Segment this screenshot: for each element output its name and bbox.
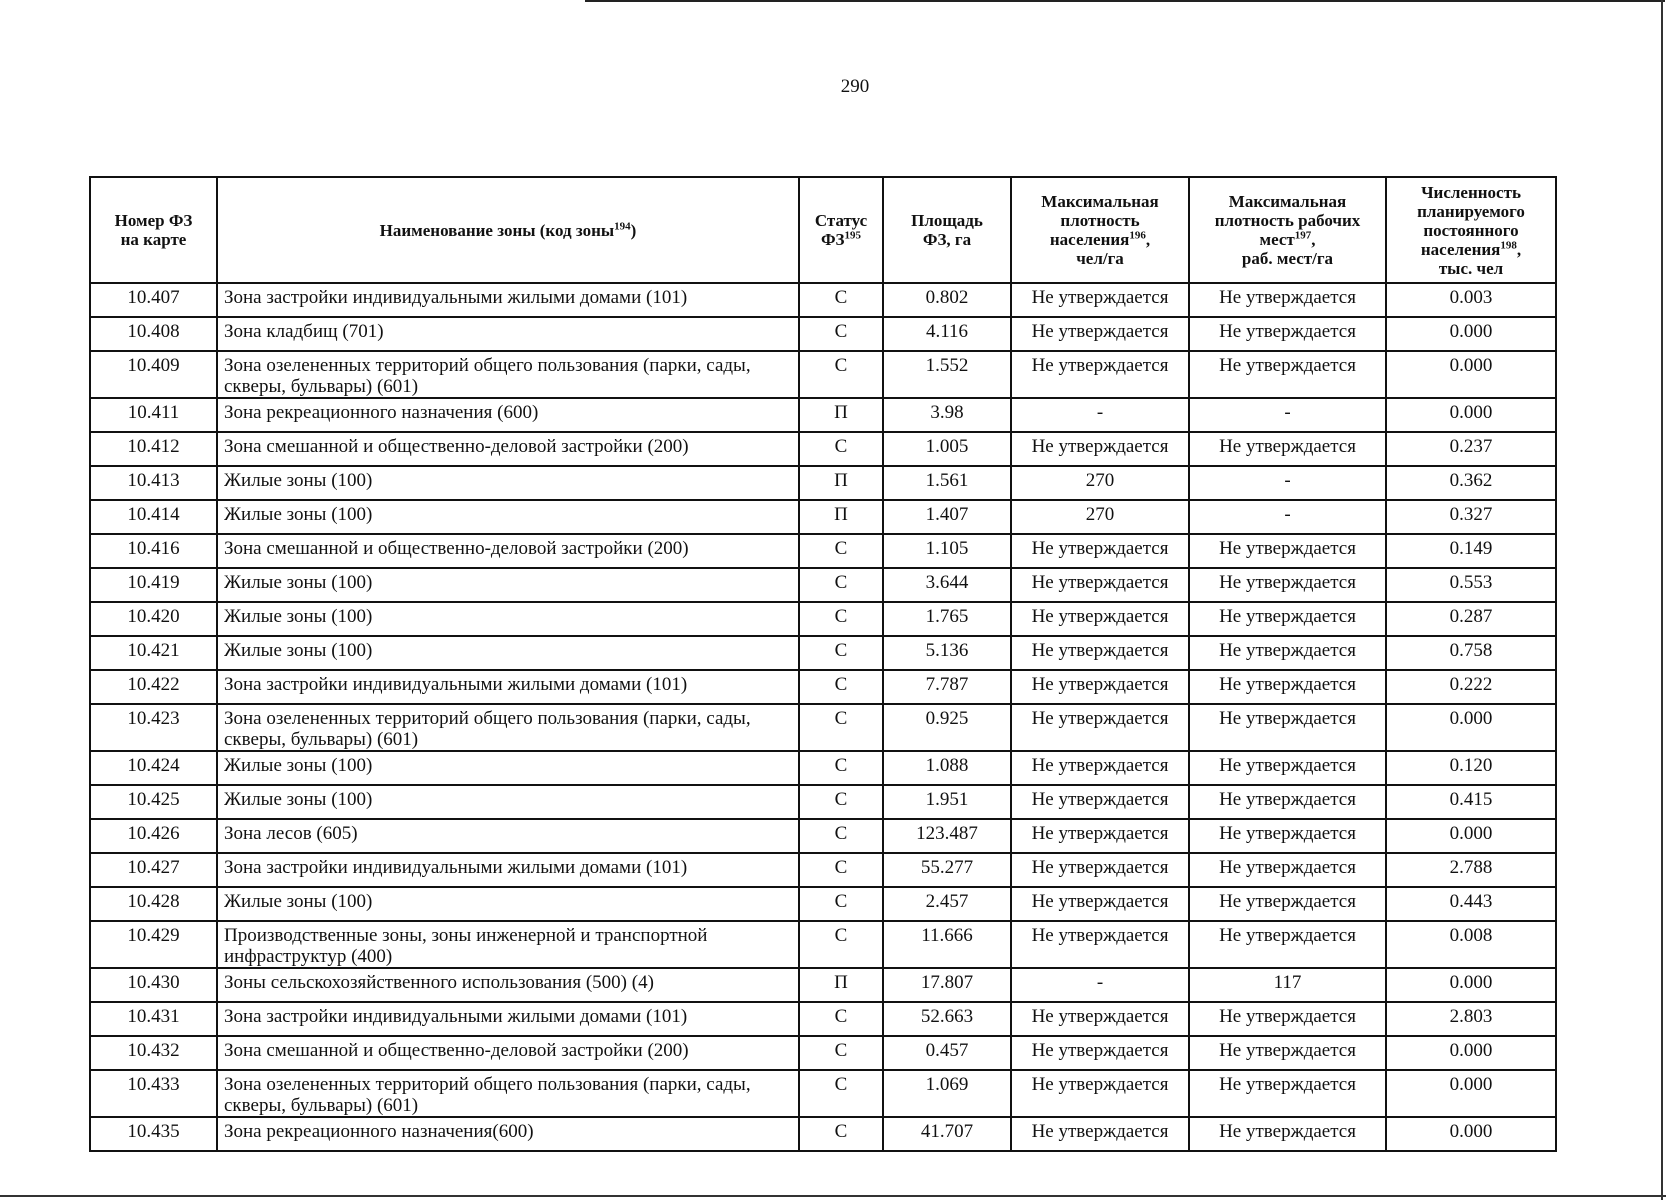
table-row xyxy=(90,704,1556,751)
cell-population: 0.000 xyxy=(1386,819,1556,853)
cell-job-density: Не утверждается xyxy=(1189,636,1386,670)
cell-zone-name: Жилые зоны (100) xyxy=(217,568,799,602)
table-row xyxy=(90,398,1556,432)
cell-status: С xyxy=(799,432,883,466)
cell-pop-density: 270 xyxy=(1011,500,1189,534)
table-row xyxy=(90,568,1556,602)
cell-population: 0.443 xyxy=(1386,887,1556,921)
cell-job-density: Не утверждается xyxy=(1189,819,1386,853)
cell-population: 0.000 xyxy=(1386,1117,1556,1151)
cell-number: 10.416 xyxy=(90,534,217,568)
cell-number: 10.420 xyxy=(90,602,217,636)
table-row xyxy=(90,887,1556,921)
cell-pop-density: Не утверждается xyxy=(1011,1002,1189,1036)
table-body xyxy=(90,283,1556,1151)
cell-status: С xyxy=(799,785,883,819)
cell-area: 1.105 xyxy=(883,534,1011,568)
cell-pop-density: - xyxy=(1011,968,1189,1002)
cell-number: 10.411 xyxy=(90,398,217,432)
cell-number: 10.433 xyxy=(90,1070,217,1117)
table-row xyxy=(90,785,1556,819)
cell-pop-density: Не утверждается xyxy=(1011,704,1189,751)
header-pop-density-unit: чел/га xyxy=(1076,249,1124,268)
cell-area: 3.98 xyxy=(883,398,1011,432)
cell-population: 2.803 xyxy=(1386,1002,1556,1036)
cell-population: 0.000 xyxy=(1386,317,1556,351)
cell-status: С xyxy=(799,819,883,853)
cell-zone-name: Зона застройки индивидуальными жилыми домами (101) xyxy=(217,1002,799,1036)
header-population-line2: планируемого xyxy=(1417,201,1525,221)
cell-status: С xyxy=(799,1002,883,1036)
cell-status: С xyxy=(799,534,883,568)
cell-status: С xyxy=(799,751,883,785)
cell-area: 1.951 xyxy=(883,785,1011,819)
zones-table xyxy=(89,176,1557,1152)
cell-job-density: Не утверждается xyxy=(1189,568,1386,602)
cell-number: 10.426 xyxy=(90,819,217,853)
header-area xyxy=(883,177,1011,283)
table-row xyxy=(90,968,1556,1002)
cell-zone-name: Зона застройки индивидуальными жилыми домами (101) xyxy=(217,283,799,317)
cell-pop-density: Не утверждается xyxy=(1011,670,1189,704)
table-row xyxy=(90,534,1556,568)
cell-number: 10.430 xyxy=(90,968,217,1002)
cell-status: П xyxy=(799,398,883,432)
header-population-footnote: 198 xyxy=(1500,238,1517,251)
header-status-footnote: 195 xyxy=(844,229,862,242)
cell-number: 10.427 xyxy=(90,853,217,887)
table-row xyxy=(90,1002,1556,1036)
cell-number: 10.419 xyxy=(90,568,217,602)
header-population-line3: постоянного xyxy=(1423,220,1519,240)
header-number xyxy=(90,177,217,283)
header-population-line1: Численность xyxy=(1421,182,1521,202)
cell-zone-name: Жилые зоны (100) xyxy=(217,602,799,636)
cell-status: С xyxy=(799,351,883,398)
cell-zone-name: Зона озелененных территорий общего пользования (парки, сады, скверы, бульвары) (601) xyxy=(217,1070,799,1117)
cell-pop-density: Не утверждается xyxy=(1011,921,1189,968)
header-number-line2: на карте xyxy=(120,230,187,249)
cell-zone-name: Жилые зоны (100) xyxy=(217,466,799,500)
cell-population: 2.788 xyxy=(1386,853,1556,887)
cell-pop-density: Не утверждается xyxy=(1011,283,1189,317)
cell-status: С xyxy=(799,283,883,317)
cell-zone-name: Жилые зоны (100) xyxy=(217,500,799,534)
cell-area: 2.457 xyxy=(883,887,1011,921)
cell-zone-name: Зона застройки индивидуальными жилыми домами (101) xyxy=(217,670,799,704)
cell-job-density: Не утверждается xyxy=(1189,751,1386,785)
table-row xyxy=(90,466,1556,500)
cell-number: 10.432 xyxy=(90,1036,217,1070)
cell-area: 1.552 xyxy=(883,351,1011,398)
cell-job-density: Не утверждается xyxy=(1189,283,1386,317)
table-row xyxy=(90,1036,1556,1070)
header-number-line1: Номер ФЗ xyxy=(114,211,193,230)
cell-zone-name: Зона озелененных территорий общего пользования (парки, сады, скверы, бульвары) (601) xyxy=(217,704,799,751)
header-name-close: ) xyxy=(630,220,637,240)
cell-pop-density: - xyxy=(1011,398,1189,432)
cell-status: С xyxy=(799,853,883,887)
cell-pop-density: Не утверждается xyxy=(1011,751,1189,785)
cell-number: 10.422 xyxy=(90,670,217,704)
cell-population: 0.287 xyxy=(1386,602,1556,636)
cell-zone-name: Зона застройки индивидуальными жилыми домами (101) xyxy=(217,853,799,887)
header-job-density xyxy=(1189,177,1386,283)
header-area-line1: Площадь xyxy=(911,211,983,230)
header-job-density-unit: раб. мест/га xyxy=(1241,249,1334,268)
header-pop-density-line3: населения xyxy=(1049,230,1130,249)
header-population-unit: тыс. чел xyxy=(1438,258,1504,278)
cell-number: 10.423 xyxy=(90,704,217,751)
cell-job-density: - xyxy=(1189,466,1386,500)
cell-population: 0.000 xyxy=(1386,704,1556,751)
cell-population: 0.327 xyxy=(1386,500,1556,534)
cell-number: 10.429 xyxy=(90,921,217,968)
cell-pop-density: Не утверждается xyxy=(1011,351,1189,398)
cell-pop-density: Не утверждается xyxy=(1011,1117,1189,1151)
table-header-row xyxy=(90,177,1556,283)
header-job-density-line3: мест xyxy=(1259,230,1295,249)
header-status-line2: ФЗ xyxy=(820,230,845,249)
cell-status: С xyxy=(799,670,883,704)
cell-population: 0.000 xyxy=(1386,1070,1556,1117)
header-name-text: Наименование зоны (код зоны xyxy=(379,220,615,240)
cell-pop-density: Не утверждается xyxy=(1011,1036,1189,1070)
cell-area: 1.069 xyxy=(883,1070,1011,1117)
header-pop-density-line1: Максимальная xyxy=(1041,192,1159,211)
cell-zone-name: Зона лесов (605) xyxy=(217,819,799,853)
cell-area: 1.088 xyxy=(883,751,1011,785)
table-row xyxy=(90,1117,1556,1151)
cell-zone-name: Жилые зоны (100) xyxy=(217,785,799,819)
header-status-line1: Статус xyxy=(814,211,868,230)
cell-population: 0.008 xyxy=(1386,921,1556,968)
cell-status: С xyxy=(799,1036,883,1070)
cell-pop-density: Не утверждается xyxy=(1011,568,1189,602)
cell-number: 10.421 xyxy=(90,636,217,670)
cell-zone-name: Жилые зоны (100) xyxy=(217,636,799,670)
cell-population: 0.222 xyxy=(1386,670,1556,704)
cell-zone-name: Зона кладбищ (701) xyxy=(217,317,799,351)
cell-job-density: Не утверждается xyxy=(1189,670,1386,704)
cell-area: 0.925 xyxy=(883,704,1011,751)
cell-zone-name: Зона рекреационного назначения (600) xyxy=(217,398,799,432)
cell-job-density: Не утверждается xyxy=(1189,351,1386,398)
cell-status: П xyxy=(799,968,883,1002)
cell-zone-name: Производственные зоны, зоны инженерной и транспортной инфраструктур (400) xyxy=(217,921,799,968)
table-row xyxy=(90,351,1556,398)
cell-area: 41.707 xyxy=(883,1117,1011,1151)
cell-status: С xyxy=(799,921,883,968)
cell-job-density: Не утверждается xyxy=(1189,534,1386,568)
cell-area: 3.644 xyxy=(883,568,1011,602)
page-number: 290 xyxy=(840,76,870,97)
scan-edge-bottom xyxy=(0,1195,1666,1197)
cell-area: 11.666 xyxy=(883,921,1011,968)
cell-population: 0.237 xyxy=(1386,432,1556,466)
cell-population: 0.553 xyxy=(1386,568,1556,602)
header-area-line2: ФЗ, га xyxy=(922,230,972,249)
cell-job-density: Не утверждается xyxy=(1189,921,1386,968)
cell-pop-density: Не утверждается xyxy=(1011,785,1189,819)
cell-pop-density: Не утверждается xyxy=(1011,819,1189,853)
cell-population: 0.000 xyxy=(1386,351,1556,398)
cell-population: 0.149 xyxy=(1386,534,1556,568)
cell-zone-name: Зона озелененных территорий общего пользования (парки, сады, скверы, бульвары) (601) xyxy=(217,351,799,398)
table-row xyxy=(90,283,1556,317)
cell-job-density: 117 xyxy=(1189,968,1386,1002)
cell-population: 0.120 xyxy=(1386,751,1556,785)
cell-number: 10.424 xyxy=(90,751,217,785)
cell-zone-name: Зона смешанной и общественно-деловой застройки (200) xyxy=(217,534,799,568)
header-name-footnote: 194 xyxy=(614,219,631,232)
cell-status: П xyxy=(799,466,883,500)
header-name xyxy=(217,177,799,283)
cell-population: 0.000 xyxy=(1386,968,1556,1002)
table-row xyxy=(90,921,1556,968)
header-job-density-footnote: 197 xyxy=(1294,229,1312,242)
table-row xyxy=(90,432,1556,466)
cell-number: 10.435 xyxy=(90,1117,217,1151)
cell-number: 10.412 xyxy=(90,432,217,466)
cell-area: 123.487 xyxy=(883,819,1011,853)
cell-area: 4.116 xyxy=(883,317,1011,351)
cell-pop-density: Не утверждается xyxy=(1011,317,1189,351)
cell-job-density: Не утверждается xyxy=(1189,602,1386,636)
table-row xyxy=(90,636,1556,670)
header-status xyxy=(799,177,883,283)
cell-job-density: Не утверждается xyxy=(1189,887,1386,921)
scan-edge-top xyxy=(585,0,1665,2)
cell-pop-density: Не утверждается xyxy=(1011,602,1189,636)
cell-zone-name: Жилые зоны (100) xyxy=(217,887,799,921)
cell-job-density: Не утверждается xyxy=(1189,1070,1386,1117)
cell-job-density: Не утверждается xyxy=(1189,317,1386,351)
cell-area: 0.802 xyxy=(883,283,1011,317)
cell-job-density: Не утверждается xyxy=(1189,704,1386,751)
table-row xyxy=(90,602,1556,636)
cell-pop-density: Не утверждается xyxy=(1011,853,1189,887)
cell-number: 10.428 xyxy=(90,887,217,921)
cell-status: С xyxy=(799,636,883,670)
cell-number: 10.408 xyxy=(90,317,217,351)
header-population-line4: населения xyxy=(1420,239,1501,259)
header-job-density-comma: , xyxy=(1311,230,1316,249)
cell-pop-density: Не утверждается xyxy=(1011,432,1189,466)
cell-status: С xyxy=(799,1117,883,1151)
header-pop-density xyxy=(1011,177,1189,283)
cell-area: 55.277 xyxy=(883,853,1011,887)
cell-status: С xyxy=(799,704,883,751)
cell-number: 10.413 xyxy=(90,466,217,500)
cell-pop-density: 270 xyxy=(1011,466,1189,500)
cell-job-density: - xyxy=(1189,398,1386,432)
cell-number: 10.409 xyxy=(90,351,217,398)
cell-population: 0.000 xyxy=(1386,1036,1556,1070)
table-row xyxy=(90,670,1556,704)
scan-edge-right xyxy=(1661,0,1663,1200)
header-population xyxy=(1386,177,1556,283)
cell-number: 10.431 xyxy=(90,1002,217,1036)
cell-status: С xyxy=(799,602,883,636)
cell-area: 52.663 xyxy=(883,1002,1011,1036)
table-row xyxy=(90,853,1556,887)
cell-population: 0.000 xyxy=(1386,398,1556,432)
cell-number: 10.425 xyxy=(90,785,217,819)
cell-zone-name: Жилые зоны (100) xyxy=(217,751,799,785)
cell-job-density: - xyxy=(1189,500,1386,534)
cell-zone-name: Зоны сельскохозяйственного использования (500) (4) xyxy=(217,968,799,1002)
cell-population: 0.758 xyxy=(1386,636,1556,670)
cell-zone-name: Зона смешанной и общественно-деловой застройки (200) xyxy=(217,432,799,466)
cell-population: 0.362 xyxy=(1386,466,1556,500)
cell-area: 1.407 xyxy=(883,500,1011,534)
cell-area: 1.561 xyxy=(883,466,1011,500)
cell-job-density: Не утверждается xyxy=(1189,785,1386,819)
header-pop-density-comma: , xyxy=(1145,230,1151,249)
cell-job-density: Не утверждается xyxy=(1189,432,1386,466)
cell-pop-density: Не утверждается xyxy=(1011,534,1189,568)
cell-zone-name: Зона рекреационного назначения(600) xyxy=(217,1117,799,1151)
cell-area: 1.005 xyxy=(883,432,1011,466)
table-row xyxy=(90,751,1556,785)
cell-pop-density: Не утверждается xyxy=(1011,887,1189,921)
cell-area: 1.765 xyxy=(883,602,1011,636)
cell-status: С xyxy=(799,1070,883,1117)
cell-status: С xyxy=(799,317,883,351)
header-pop-density-footnote: 196 xyxy=(1129,229,1146,242)
header-job-density-line2: плотность рабочих xyxy=(1214,211,1361,230)
table-row xyxy=(90,1070,1556,1117)
cell-job-density: Не утверждается xyxy=(1189,853,1386,887)
table-row xyxy=(90,500,1556,534)
cell-area: 5.136 xyxy=(883,636,1011,670)
cell-pop-density: Не утверждается xyxy=(1011,636,1189,670)
header-population-comma: , xyxy=(1516,239,1522,259)
cell-population: 0.003 xyxy=(1386,283,1556,317)
table-row xyxy=(90,819,1556,853)
cell-status: С xyxy=(799,568,883,602)
cell-job-density: Не утверждается xyxy=(1189,1036,1386,1070)
cell-number: 10.407 xyxy=(90,283,217,317)
cell-job-density: Не утверждается xyxy=(1189,1117,1386,1151)
header-pop-density-line2: плотность xyxy=(1060,211,1140,230)
header-job-density-line1: Максимальная xyxy=(1228,192,1347,211)
cell-zone-name: Зона смешанной и общественно-деловой застройки (200) xyxy=(217,1036,799,1070)
cell-area: 17.807 xyxy=(883,968,1011,1002)
cell-job-density: Не утверждается xyxy=(1189,1002,1386,1036)
table-row xyxy=(90,317,1556,351)
cell-population: 0.415 xyxy=(1386,785,1556,819)
cell-area: 0.457 xyxy=(883,1036,1011,1070)
cell-status: С xyxy=(799,887,883,921)
cell-status: П xyxy=(799,500,883,534)
cell-number: 10.414 xyxy=(90,500,217,534)
cell-pop-density: Не утверждается xyxy=(1011,1070,1189,1117)
cell-area: 7.787 xyxy=(883,670,1011,704)
